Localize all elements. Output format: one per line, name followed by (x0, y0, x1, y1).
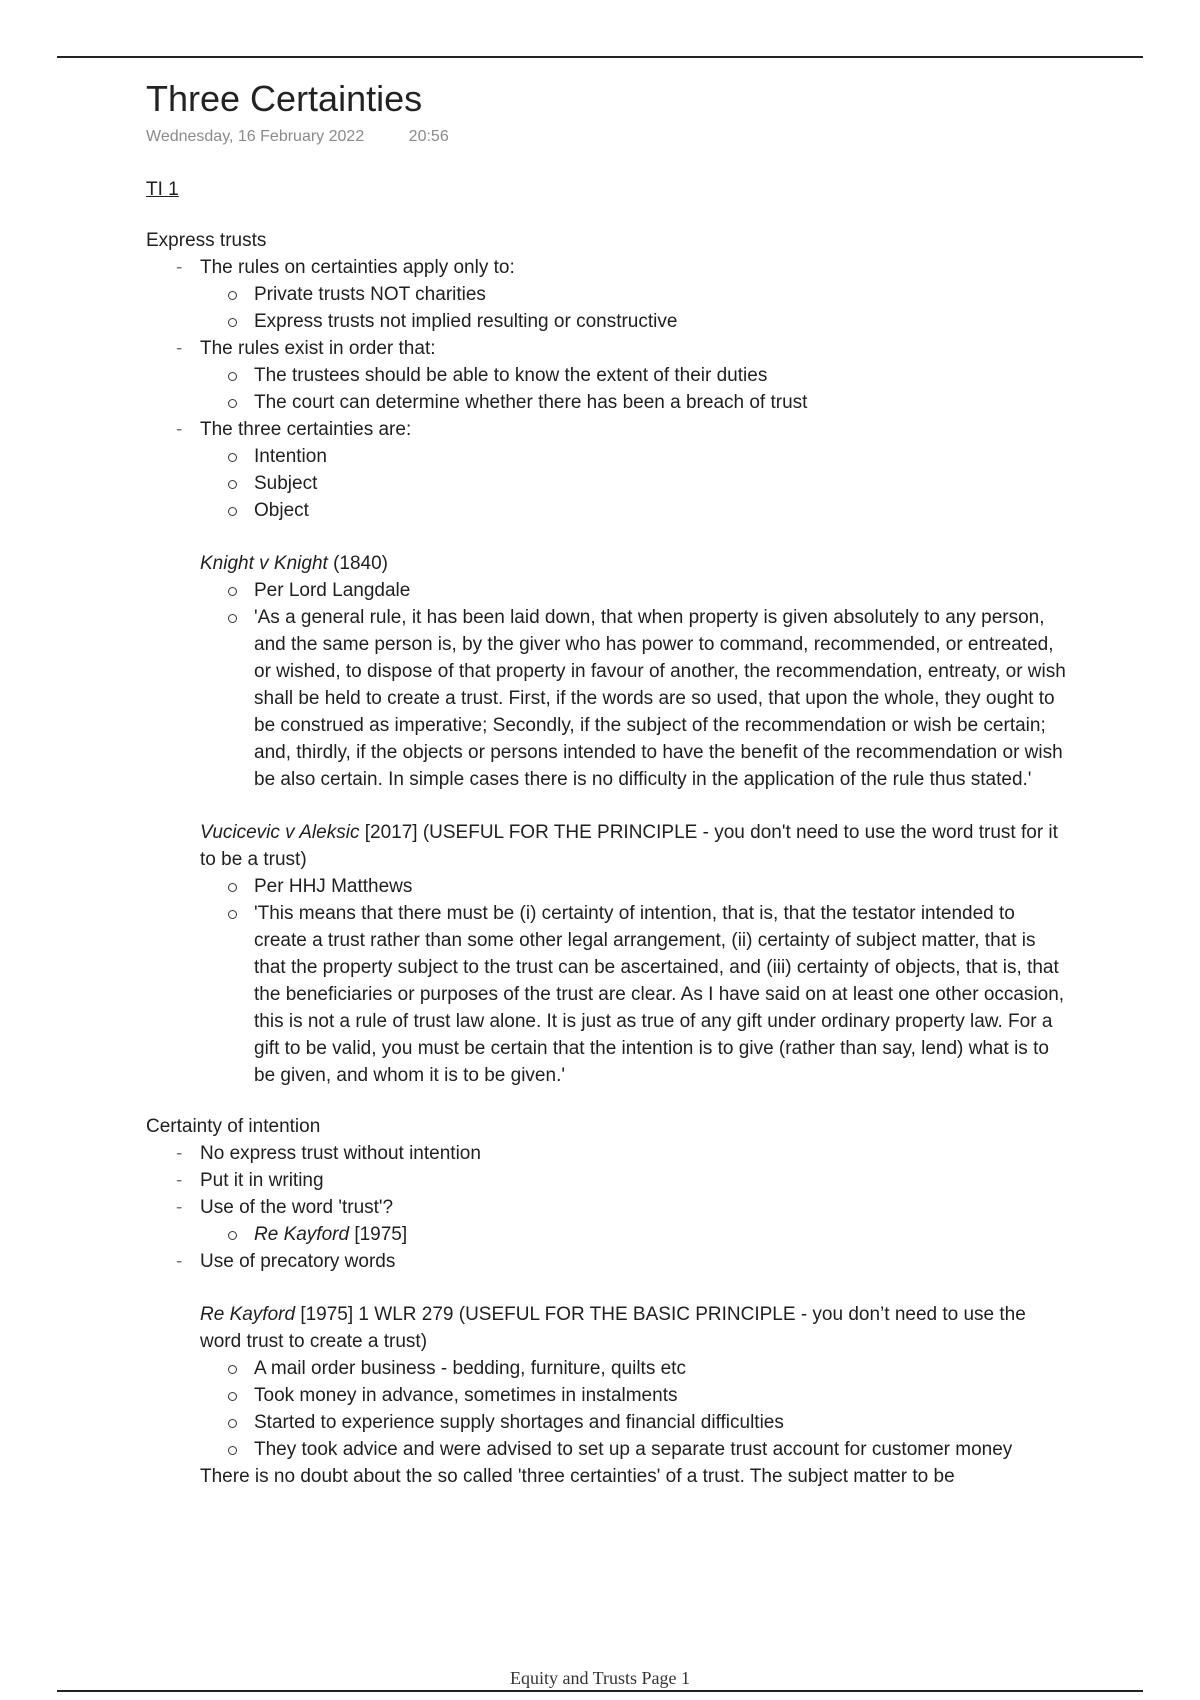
list-item: - Put it in writing (200, 1167, 1066, 1194)
list-item: Object (254, 497, 1066, 524)
note-page (146, 76, 1066, 1490)
top-rule (57, 56, 1143, 58)
case-heading: Vucicevic v Aleksic [2017] (USEFUL FOR THE PRINCIPLE - you don't need to use the word trust for it to be a trust) (200, 822, 1058, 870)
list-item: Private trusts NOT charities (254, 281, 1066, 308)
list-item: Per Lord Langdale (254, 577, 1066, 604)
list-item: The trustees should be able to know the extent of their duties (254, 362, 1066, 389)
list-item: The court can determine whether there has been a breach of trust (254, 389, 1066, 416)
section-express-trusts (146, 227, 1066, 524)
section-heading: Certainty of intention (146, 1116, 321, 1137)
bottom-rule (57, 1690, 1143, 1692)
list-item: Intention (254, 443, 1066, 470)
page-title: Three Certainties (146, 78, 423, 119)
list-item: Express trusts not implied resulting or constructive (254, 308, 1066, 335)
page-footer: Equity and Trusts Page 1 (509, 1668, 691, 1688)
list-item: Per HHJ Matthews (254, 873, 1066, 900)
list-item: - The rules exist in order that: The trustees should be able to know the extent of their duties The court can determine whether there has been a breach of trust (200, 335, 1066, 416)
page-meta (146, 126, 1066, 148)
list-item: Took money in advance, sometimes in instalments (254, 1382, 1066, 1409)
case-knight (146, 550, 1066, 793)
bullet-list (146, 1140, 1066, 1275)
case-quote: 'This means that there must be (i) certainty of intention, that is, that the testator intended to create a trust rather than some other legal arrangement, (ii) certainty of subject matter, that is that the property subject to the trust can be ascertained, and (iii) certainty of objects, that is, that the beneficiaries or purposes of the trust are clear. As I have said on at least one other occasion, this is not a rule of trust law alone. It is just as true of any gift under ordinary property law. For a gift to be valid, you must be certain that the intention is to give (rather than say, lend) what is to be given, and whom it is to be given.' (254, 900, 1066, 1089)
case-heading: Knight v Knight (1840) (200, 553, 389, 574)
list-item: - The three certainties are: Intention Subject Object (200, 416, 1066, 524)
list-item: They took advice and were advised to set up a separate trust account for customer money (254, 1436, 1066, 1463)
list-item: Started to experience supply shortages and financial difficulties (254, 1409, 1066, 1436)
list-item: - Use of precatory words (200, 1248, 1066, 1275)
trailing-text: There is no doubt about the so called 'three certainties' of a trust. The subject matter to be (200, 1466, 955, 1487)
list-item: - The rules on certainties apply only to: Private trusts NOT charities Express trusts not implied resulting or constructive (200, 254, 1066, 335)
case-kayford (146, 1301, 1066, 1490)
list-item: A mail order business - bedding, furniture, quilts etc (254, 1355, 1066, 1382)
case-quote: 'As a general rule, it has been laid down, that when property is given absolutely to any person, and the same person is, by the giver who has power to command, recommended, or entreated, or wished, to dispose of that property in favour of another, the recommendation, entreaty, or wish shall be held to create a trust. First, if the words are so used, that upon the whole, they ought to be construed as imperative; Secondly, if the subject of the recommendation or wish be certain; and, thirdly, if the objects or persons intended to have the benefit of the recommendation or wish be also certain. In simple cases there is no difficulty in the application of the rule thus stated.' (254, 604, 1066, 793)
page-time: 20:56 (408, 128, 449, 145)
case-vucicevic (146, 819, 1066, 1089)
list-item: - Use of the word 'trust'? Re Kayford [1975] (200, 1194, 1066, 1248)
section-certainty-of-intention (146, 1113, 1066, 1275)
list-item: Subject (254, 470, 1066, 497)
page-date: Wednesday, 16 February 2022 (146, 128, 365, 145)
list-item: Re Kayford [1975] (254, 1221, 1066, 1248)
case-heading: Re Kayford [1975] 1 WLR 279 (USEFUL FOR THE BASIC PRINCIPLE - you don’t need to use the word trust to create a trust) (200, 1304, 1026, 1352)
bullet-list (146, 254, 1066, 524)
tl-label: TI 1 (146, 179, 179, 200)
list-item: - No express trust without intention (200, 1140, 1066, 1167)
section-heading: Express trusts (146, 230, 267, 251)
